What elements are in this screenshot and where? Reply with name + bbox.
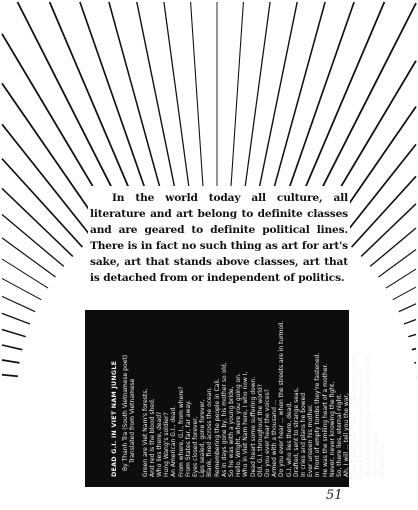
ray-line <box>191 2 204 196</box>
poem-line: Who in Viet Nam here, I who now I, <box>242 371 250 477</box>
poem-line: In cries and plans he bowed <box>300 392 308 477</box>
ray-line <box>341 144 416 238</box>
ray-line <box>2 259 48 288</box>
poem-line: In front of empty tombs they're fastened. <box>314 352 322 477</box>
ray-line <box>270 2 325 202</box>
ray-line <box>230 2 243 196</box>
ray-line <box>2 296 35 311</box>
poem-line: So, there lies, eternal night. <box>336 393 344 477</box>
poem-line: From States far, far away. <box>184 400 192 477</box>
poem-line: From where, G.I., from where? <box>177 386 185 477</box>
poem-line: So he was with a young bride, <box>228 386 236 477</box>
poem-line: Do you ever hear the voices? <box>264 389 272 477</box>
poem-line: Came from the shores of their own, <box>357 370 365 477</box>
ray-line <box>408 334 416 336</box>
poem-rotated-text <box>85 310 387 487</box>
ray-line <box>2 215 64 267</box>
poem-line: Remembering the people in Cali. <box>213 378 221 477</box>
poem-line: An American G.I., dead. <box>170 405 178 477</box>
ray-line <box>80 2 151 206</box>
ray-line <box>370 228 416 266</box>
ray-line <box>244 2 270 197</box>
poem-line: Ever unseen his mother. <box>307 404 315 477</box>
ray-line <box>2 330 26 337</box>
ray-line <box>386 269 416 288</box>
poem-panel <box>85 310 387 487</box>
poem-line: Drafted, sent to strange seas, <box>292 387 300 477</box>
poem-lines <box>142 318 387 477</box>
poem-line: Dead heart some suffering down. <box>249 376 257 477</box>
ray-line <box>2 360 20 363</box>
poem-line: Lips sealed, gone forever, <box>199 399 207 477</box>
ray-line <box>109 2 164 202</box>
poem-line: Hello, Wright, where you going on. <box>235 373 243 477</box>
ray-line <box>283 2 354 206</box>
poem-line: And red is the blood shed. <box>148 398 156 477</box>
ray-line <box>2 159 82 247</box>
poem-line: Ah, I will ... tell you the war, <box>343 393 351 477</box>
poem-line: G.I. who lies there, dead, <box>285 401 293 477</box>
page-number: 51 <box>326 488 343 503</box>
poem-line: Green are Viet Nam's forests, <box>141 388 149 477</box>
poem-line: But in America. <box>372 430 380 477</box>
ray-line <box>2 313 30 324</box>
poem-line: How I saw, how many of America's youth, <box>350 351 358 477</box>
quote-paragraph: In the world today all culture, all literature and art belong to definite classes and are geared to definite political lines. There is in fact no such thing as art for art's sake, art that stands above classes, art that is detached from or independent of politics. <box>90 192 348 284</box>
ray-line <box>412 349 416 350</box>
ray-line <box>295 2 384 211</box>
poem-line: As in days gone by, his mother so old, <box>220 362 228 477</box>
ray-line <box>2 124 93 238</box>
ray-line <box>2 278 41 299</box>
ray-line <box>393 287 416 300</box>
poem-line: In America. <box>379 442 387 477</box>
poem-line: Old, G.I. throughout the world? <box>256 384 264 477</box>
poem-line: Hung Wang's soldier? <box>163 412 171 477</box>
poem-line: Do you ever hear ... when the streets are in turmoil. <box>278 320 286 477</box>
poem-line: And see the land, that is not in Viet Nam, <box>364 353 372 477</box>
ray-line <box>164 2 190 197</box>
ray-line <box>404 320 416 325</box>
ray-line <box>361 204 416 257</box>
poem-line: Blank, fixed across the ocean. <box>206 386 214 477</box>
poem-line: Armed with a thousand ... <box>271 399 279 477</box>
ray-line <box>137 2 177 199</box>
poem-title: DEAD G.I. IN VIET NAM JUNGLE <box>110 360 118 477</box>
ray-line <box>2 238 56 277</box>
poem-line: Eyes closed forever, <box>192 416 200 477</box>
poem-byline: By Thanh Tra (South Vietnamese poet) <box>122 354 130 471</box>
ray-line <box>50 2 139 211</box>
poem-line: Who lies there, dead? <box>156 411 164 477</box>
poem-line: Never, never knowing the fight, <box>328 381 336 477</box>
ray-line <box>2 345 22 350</box>
ray-line <box>399 304 416 312</box>
poem-translation-note: Translated from Vietnamese <box>129 378 137 463</box>
ray-line <box>2 375 18 377</box>
poem-line: He was the smiling heart of a mother. <box>321 363 329 477</box>
ray-line <box>257 2 297 199</box>
